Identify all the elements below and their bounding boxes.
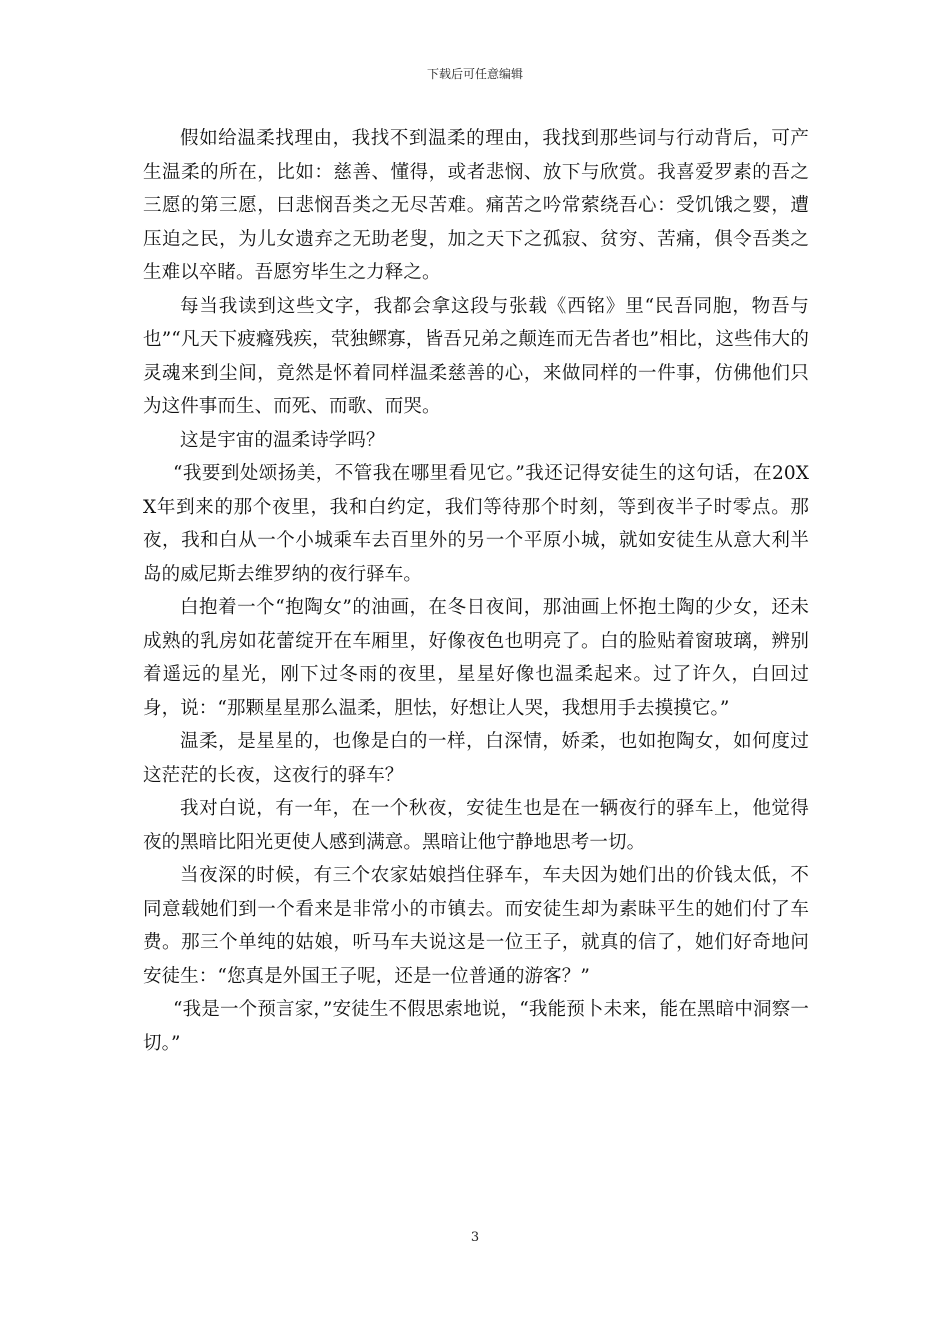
paragraph-1: 假如给温柔找理由，我找不到温柔的理由，我找到那些词与行动背后，可产生温柔的所在，比如：慈善、懂得，或者悲悯、放下与欣赏。我喜爱罗素的吾之三愿的第三愿，曰悲悯吾类之无尽苦难。痛苦之吟常萦绕吾心：受饥饿之婴，遭压迫之民，为儿女遗弃之无助老叟，加之天下之孤寂、贫穷、苦痛，俱令吾类之生难以卒睹。吾愿穷毕生之力释之。 (143, 128, 809, 283)
paragraph-7: 我对白说，有一年，在一个秋夜，安徒生也是在一辆夜行的驿车上，他觉得夜的黑暗比阳光更使人感到满意。黑暗让他宁静地思考一切。 (143, 798, 809, 853)
paragraph-8: 当夜深的时候，有三个农家姑娘挡住驿车，车夫因为她们出的价钱太低，不同意载她们到一个看来是非常小的市镇去。而安徒生却为素昧平生的她们付了车费。那三个单纯的姑娘，听马车夫说这是一位王子，就真的信了，她们好奇地问安徒生：“您真是外国王子呢，还是一位普通的游客？” (143, 865, 809, 987)
paragraph-2: 每当我读到这些文字，我都会拿这段与张载《西铭》里“民吾同胞，物吾与也”“凡天下疲癃残疾，茕独鳏寡，皆吾兄弟之颠连而无告者也”相比，这些伟大的灵魂来到尘间，竟然是怀着同样温柔慈善的心，来做同样的一件事，仿佛他们只为这件事而生、而死、而歌、而哭。 (143, 295, 809, 417)
paragraph-5: 白抱着一个“抱陶女”的油画，在冬日夜间，那油画上怀抱土陶的少女，还未成熟的乳房如花蕾绽开在车厢里，好像夜色也明亮了。白的脸贴着窗玻璃，辨别着遥远的星光，刚下过冬雨的夜里，星星好像也温柔起来。过了许久，白回过身，说：“那颗星星那么温柔，胆怯，好想让人哭，我想用手去摸摸它。” (143, 597, 809, 719)
paragraph-3: 这是宇宙的温柔诗学吗？ (180, 429, 385, 451)
page-number: 3 (470, 1230, 480, 1245)
paragraph-9: “我是一个预言家，”安徒生不假思索地说，“我能预卜未来，能在黑暗中洞察一切。” (143, 999, 809, 1054)
document-body (143, 122, 809, 1060)
paragraph-4: “我要到处颂扬美，不管我在哪里看见它。”我还记得安徒生的这句话，在20XX年到来的那个夜里，我和白约定，我们等待那个时刻，等到夜半子时零点。那夜，我和白从一个小城乘车去百里外的另一个平原小城，就如安徒生从意大利半岛的威尼斯去维罗纳的夜行驿车。 (143, 463, 809, 585)
paragraph-6: 温柔，是星星的，也像是白的一样，白深情，娇柔，也如抱陶女，如何度过这茫茫的长夜，这夜行的驿车？ (143, 731, 809, 786)
page-header: 下载后可任意编辑 (426, 67, 523, 81)
